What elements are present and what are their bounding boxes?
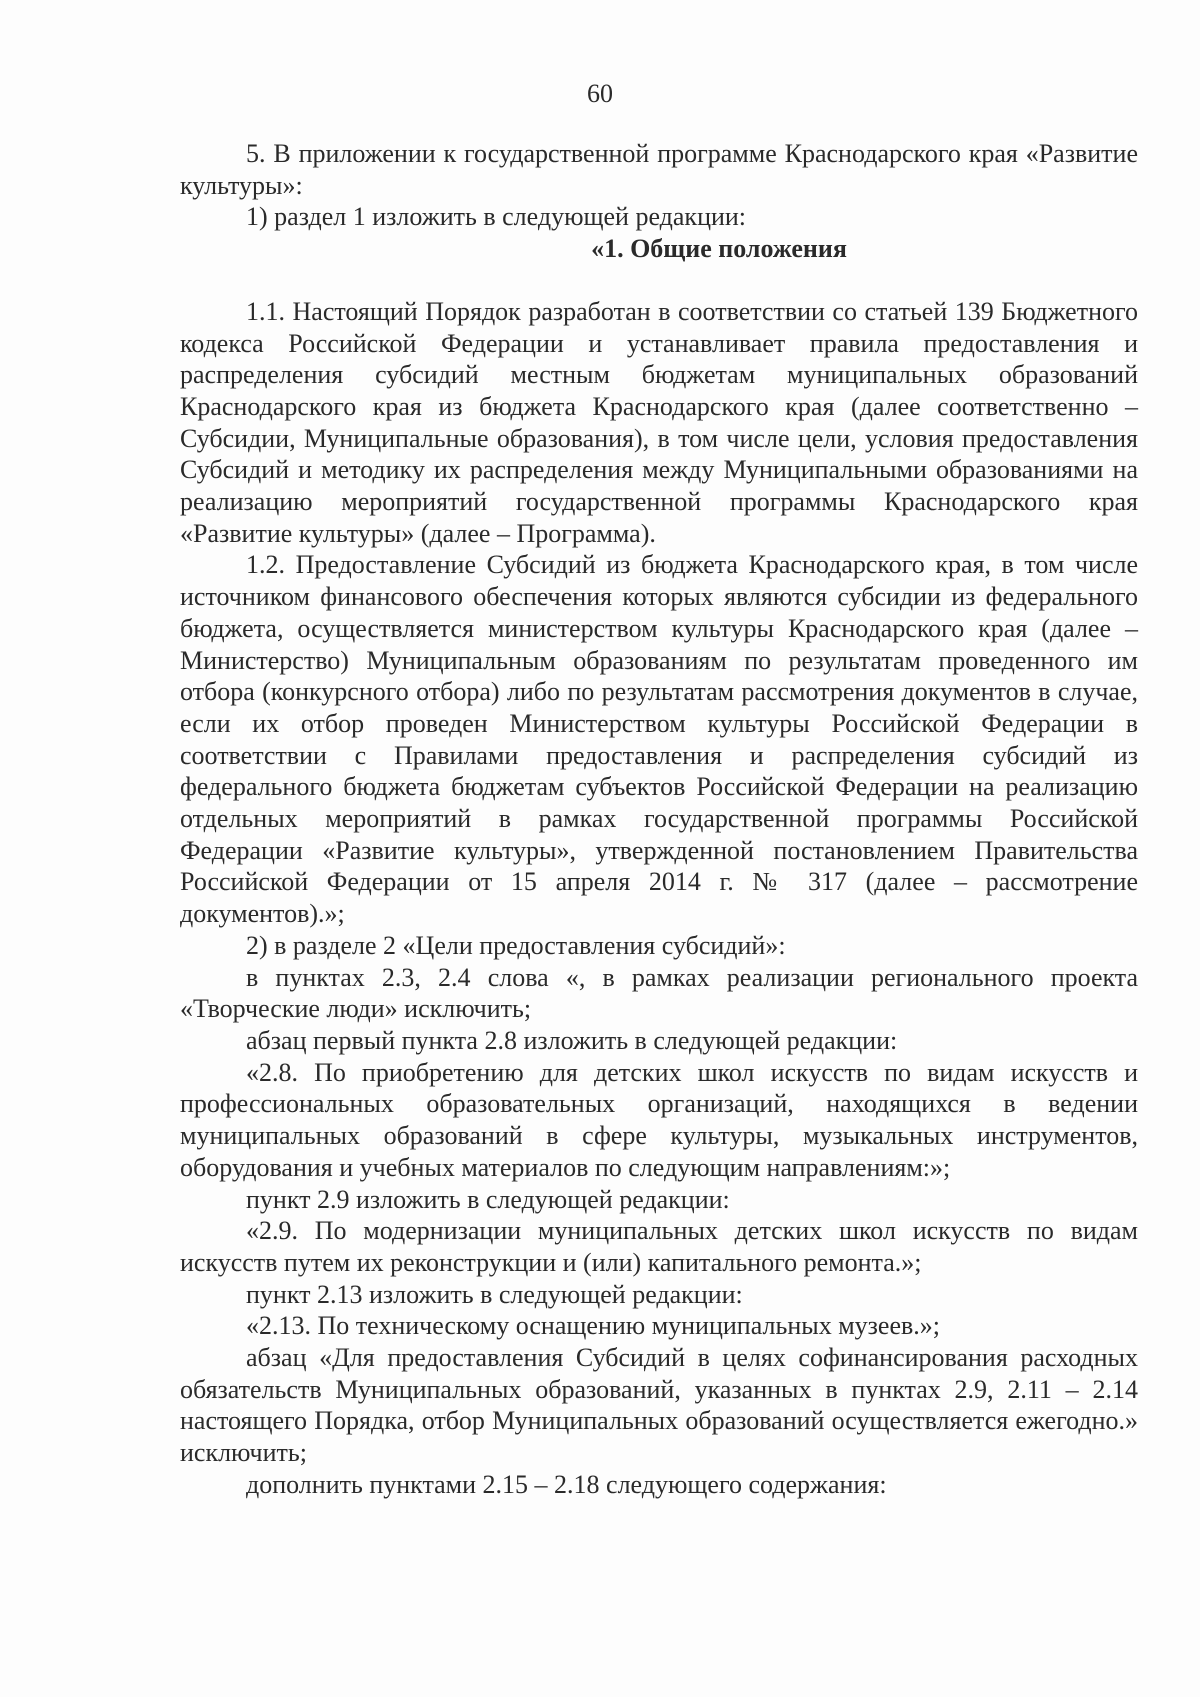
paragraph-addition-instruction: дополнить пунктами 2.15 – 2.18 следующего содержания: xyxy=(246,1469,887,1499)
page-number: 60 xyxy=(587,79,613,108)
paragraph-section-1-instruction: 1) раздел 1 изложить в следующей редакции: xyxy=(246,202,747,232)
paragraph-exclusion: абзац «Для предоставления Субсидий в целях софинансирования расходных обязательств Муниципальных образований, указанных в пунктах 2.9, 2.11 – 2.14 настоящего Порядка, отбор Муниципальных образований осуществляется ежегодно.» исключить; xyxy=(180,1343,1138,1468)
paragraph-2-8-instruction: абзац первый пункта 2.8 изложить в следующей редакции: xyxy=(246,1025,898,1055)
paragraph-2-13-instruction: пункт 2.13 изложить в следующей редакции: xyxy=(246,1279,743,1309)
paragraph-2-9-instruction: пункт 2.9 изложить в следующей редакции: xyxy=(246,1184,730,1214)
paragraph-1-1: 1.1. Настоящий Порядок разработан в соответствии со статьей 139 Бюджетного кодекса Российской Федерации и устанавливает правила предоставления и распределения субсидий местным бюджетам муниципальных образований Краснодарского края из бюджета Краснодарского края (далее соответственно – Субсидии, Муниципальные образования), в том числе цели, условия предоставления Субсидий и методику их распределения между Муниципальными образованиями на реализацию мероприятий государственной программы Краснодарского края «Развитие культуры» (далее – Программа). xyxy=(180,296,1138,548)
paragraph-section-2-instruction: 2) в разделе 2 «Цели предоставления субсидий»: xyxy=(246,930,786,960)
paragraph-1-2: 1.2. Предоставление Субсидий из бюджета Краснодарского края, в том числе источником финансового обеспечения которых являются субсидии из федерального бюджета, осуществляется министерством культуры Краснодарского края (далее – Министерство) Муниципальным образованиям по результатам проведенного им отбора (конкурсного отбора) либо по результатам рассмотрения документов в случае, если их отбор проведен Министерством культуры Российской Федерации в соответствии с Правилами предоставления и распределения субсидий из федерального бюджета бюджетам субъектов Российской Федерации на реализацию отдельных мероприятий в рамках государственной программы Российской Федерации «Развитие культуры», утвержденной постановлением Правительства Российской Федерации от 15 апреля 2014 г. № 317 (далее – рассмотрение документов).»; xyxy=(180,550,1138,929)
paragraph-intro: 5. В приложении к государственной программе Краснодарского края «Развитие культуры»: xyxy=(180,139,1138,200)
paragraph-2-3-2-4: в пунктах 2.3, 2.4 слова «, в рамках реализации регионального проекта «Творческие люди» исключить; xyxy=(180,962,1138,1024)
paragraph-2-9: «2.9. По модернизации муниципальных детских школ искусств по видам искусств путем их реконструкции и (или) капитального ремонта.»; xyxy=(180,1216,1138,1277)
document-body xyxy=(180,138,1138,1501)
paragraph-2-8: «2.8. По приобретению для детских школ искусств по видам искусств и профессиональных образовательных организаций, находящихся в ведении муниципальных образований в сфере культуры, музыкальных инструментов, оборудования и учебных материалов по следующим направлениям:»; xyxy=(180,1057,1138,1182)
paragraph-2-13: «2.13. По техническому оснащению муниципальных музеев.»; xyxy=(246,1311,941,1341)
section-heading: «1. Общие положения xyxy=(591,234,847,264)
